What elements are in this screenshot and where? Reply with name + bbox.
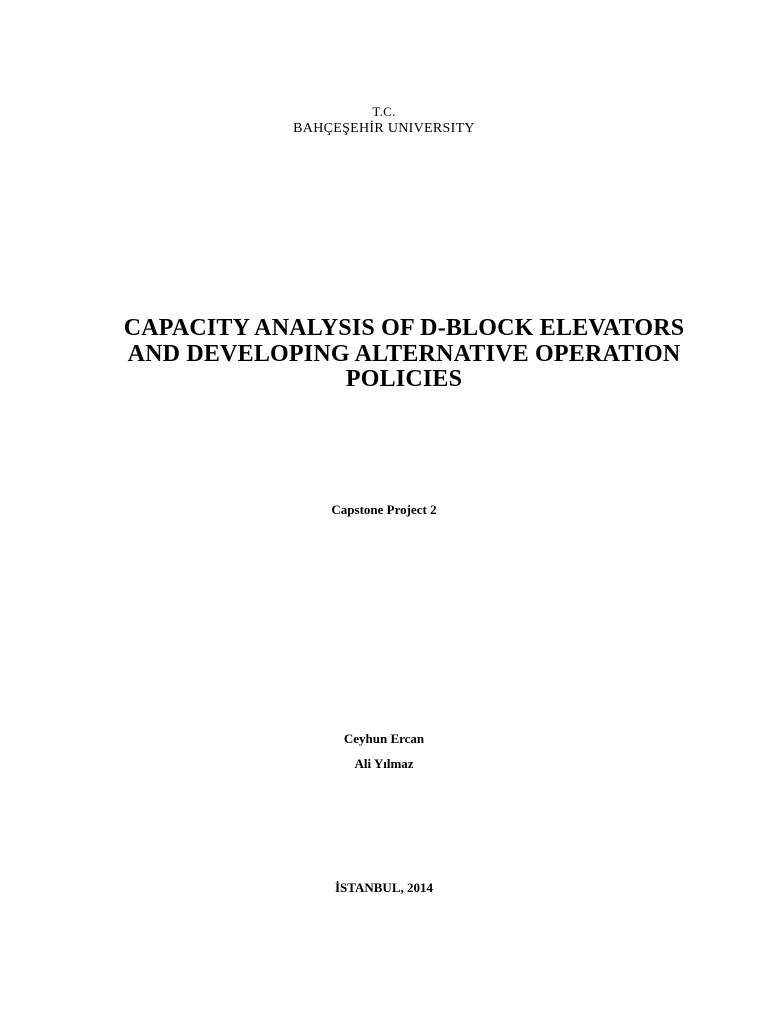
institution-country: T.C. (372, 104, 396, 119)
author-name: Ceyhun Ercan (343, 731, 425, 746)
author-name: Ali Yılmaz (354, 756, 414, 771)
document-title-line-2: AND DEVELOPING ALTERNATIVE OPERATION (127, 341, 681, 367)
place-and-date: İSTANBUL, 2014 (334, 880, 433, 895)
document-title-line-1: CAPACITY ANALYSIS OF D-BLOCK ELEVATORS (123, 315, 685, 341)
document-title-line-3: POLICIES (345, 366, 463, 392)
institution-name: BAHÇEŞEHİR UNIVERSITY (293, 121, 475, 136)
document-type: Capstone Project 2 (331, 502, 437, 517)
